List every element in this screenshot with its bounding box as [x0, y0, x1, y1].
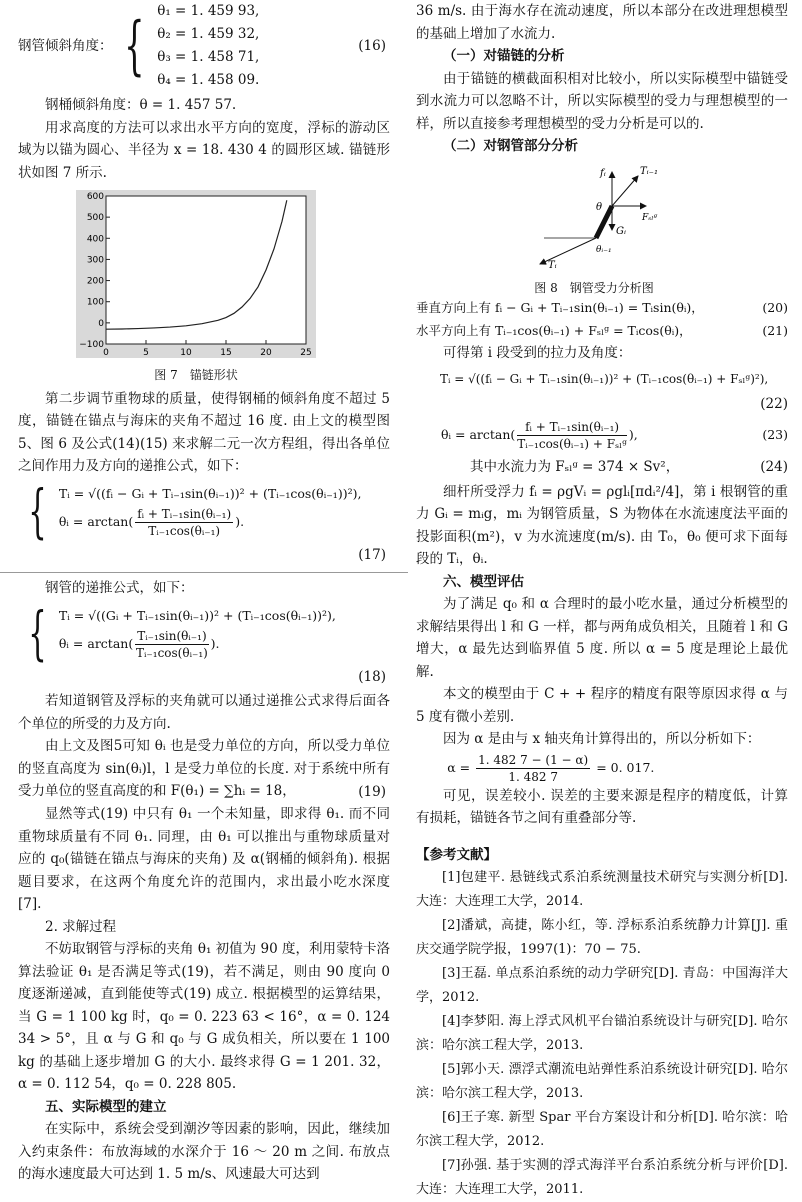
eq18-block [18, 600, 390, 666]
eq17-block [18, 478, 390, 544]
eq-rhs: = 0. 017. [596, 759, 655, 775]
y-tick-label: 100 [86, 297, 104, 308]
force-diagram [534, 160, 674, 272]
eq18-T: Tᵢ = √((Gᵢ + Tᵢ₋₁sin(θᵢ₋₁))² + (Tᵢ₋₁cos(θᵢ₋₁))²), [58, 608, 336, 623]
eq-number: (23) [762, 427, 788, 443]
eq-lhs: θᵢ = arctan( [58, 514, 134, 529]
eq-lhs: α = [447, 759, 471, 775]
eq-body: 水平方向上有 Tᵢ₋₁cos(θᵢ₋₁) + Fₛₗᵍ = Tᵢcos(θᵢ)， [416, 322, 692, 338]
eq20 [416, 297, 788, 320]
left-column [18, 0, 390, 1186]
eq-number: (16) [358, 37, 386, 54]
eq19-paragraph [18, 735, 390, 803]
subsection-heading: （一）对锚链的分析 [443, 48, 565, 64]
eq-number: (22) [760, 395, 788, 412]
numerator: Tᵢ₋₁sin(θᵢ₋₁) [137, 629, 207, 643]
y-tick-label: 200 [86, 276, 104, 287]
x-tick-label: 10 [180, 348, 192, 358]
references-list [416, 866, 788, 1202]
eq-body: 垂直方向上有 fᵢ − Gᵢ + Tᵢ₋₁sin(θᵢ₋₁) = Tᵢsin(θᵢ)， [416, 300, 704, 315]
reference-item: [5]郭小天. 漂浮式潮流电站弹性系泊系统设计研究[D]. 哈尔滨：哈尔滨工程大学，2013. [416, 1062, 788, 1101]
theta-values [157, 0, 358, 92]
reference-item: [1]包建平. 悬链线式系泊系统测量技术研究与实测分析[D]. 大连：大连理工大学，2014. [416, 870, 788, 909]
numerator: fᵢ + Tᵢ₋₁sin(θᵢ₋₁) [517, 419, 627, 436]
eq-body [416, 419, 744, 452]
fraction [517, 419, 627, 452]
subheading: 2. 求解过程 [45, 918, 117, 935]
y-tick-label: 300 [86, 255, 104, 266]
reference-item: [7]孙强. 基于实测的浮式海洋平台系泊系统分析与评价[D]. 大连：大连理工大学，2011. [416, 1158, 788, 1197]
numerator: 1. 482 7 − (1 − α) [478, 752, 589, 767]
x-tick-label: 15 [220, 348, 232, 358]
eq24 [416, 456, 788, 479]
eq-number: (17) [358, 546, 386, 563]
eq21 [416, 320, 788, 343]
fraction [476, 752, 590, 785]
eq17-theta [59, 506, 390, 539]
eq-rhs: ). [210, 636, 220, 651]
paragraph: 钢管的递推公式，如下： [45, 580, 194, 596]
paragraph: 用求高度的方法可以求出水平方向的宽度，浮标的游动区域为以锚为圆心、半径为 x = 18. 430 4 的圆形区域. 锚链形状如图 7 所示. [18, 119, 390, 181]
x-tick-label: 5 [143, 348, 149, 358]
paragraph: 可见，误差较小. 误差的主要来源是程序的精度低，计算有损耗，锚链各节之间有重叠部分等. [416, 787, 788, 826]
references-title: 【参考文献】 [416, 846, 497, 863]
eq-number: (19) [358, 783, 386, 800]
theta-value: θ₃ = 1. 458 71, [157, 49, 260, 65]
eq22: Tᵢ = √((fᵢ − Gᵢ + Tᵢ₋₁sin(θᵢ₋₁))² + (Tᵢ₋₁cos(θᵢ₋₁) + Fₛₗᵍ)²), [440, 371, 769, 386]
theta-value: θ₁ = 1. 459 93, [157, 3, 260, 19]
section-heading: 六、模型评估 [443, 573, 524, 590]
paragraph: 第二步调节重物球的质量，使得钢桶的倾斜角度不超过 5 度，锚链在锚点与海床的夹角不超过 16 度. 由上文的模型图 5、图 6 及公式(14)(15) 来求解二元一次方程组，得出各单位之间作用力及方向的递推公式，如下： [18, 390, 390, 474]
figure-7 [76, 190, 316, 384]
label-theta-prev: θᵢ₋₁ [596, 244, 612, 255]
eq-number: (24) [760, 459, 788, 475]
eq-number: (20) [762, 300, 788, 315]
paragraph: 不妨取钢管与浮标的夹角 θ₁ 初值为 90 度，利用蒙特卡洛算法验证 θ₁ 是否满足等式(19)，若不满足，则由 90 度向 0 度逐渐递减，直到能使等式(19) 成立. 根据模型的运算结果，当 G = 1 100 kg 时，q₀ = 0. 223 63 < 16°，α = 0. 124 34 > 5°，且 α 与 G 和 q₀ 与 G 成负相关，所以要在 1 100 kg 的基础上逐步增加 G 的大小. 最终求得 G = 1 201. 32，α = 0. 112 54，q₀ = 0. 228 805. [18, 941, 390, 1092]
reference-item: [3]王磊. 单点系泊系统的动力学研究[D]. 青岛：中国海洋大学，2012. [416, 966, 788, 1005]
figure-8 [534, 160, 674, 298]
fraction [135, 628, 208, 661]
x-tick-label: 25 [300, 348, 312, 358]
paragraph: 在实际中，系统会受到潮汐等因素的影响，因此，继续加入约束条件：布放海域的水深介于 16 ～ 20 m 之间. 布放点的海水速度最大可达到 1. 5 m/s、风速最大可达到 [18, 1121, 390, 1182]
eq-number: (21) [762, 322, 788, 338]
denominator: Tᵢ₋₁cos(θᵢ₋₁) [136, 646, 208, 660]
eq17-T: Tᵢ = √((fᵢ − Gᵢ + Tᵢ₋₁sin(θᵢ₋₁))² + (Tᵢ₋₁cos(θᵢ₋₁))²), [58, 486, 362, 501]
paragraph: 由于锚链的横截面积相对比较小，所以实际模型中锚链受到水流力可以忽略不计，所以实际模型的受力与理想模型的一样，所以直接参考理想模型的受力分析是可以的. [416, 70, 788, 132]
y-tick-label: 600 [86, 192, 104, 202]
label-F: Fₛₗᵍ [642, 212, 658, 223]
eq-number: (18) [358, 668, 386, 685]
label-f: fᵢ [600, 167, 606, 179]
paragraph: 本文的模型由于 C + + 程序的精度有限等原因求得 α 与 5 度有微小差别. [416, 686, 788, 725]
theta-value: θ₄ = 1. 458 09. [157, 72, 260, 88]
eq16-label: 钢管倾斜角度： [18, 37, 113, 54]
divider [0, 572, 408, 573]
numerator: fᵢ + Tᵢ₋₁sin(θᵢ₋₁) [137, 507, 232, 521]
label-T-prev: Tᵢ₋₁ [640, 165, 658, 177]
left-brace: { [28, 598, 47, 667]
eq-lhs: θᵢ = arctan( [58, 636, 134, 651]
y-tick-label: −100 [79, 340, 104, 350]
subsection-heading: （二）对钢管部分分析 [443, 138, 578, 154]
error-equation [416, 751, 788, 785]
paragraph: 可得第 i 段受到的拉力及角度： [443, 345, 632, 361]
y-tick-label: 0 [98, 318, 104, 329]
x-tick-label: 20 [260, 348, 272, 358]
x-tick-label: 0 [103, 348, 109, 358]
denominator: Tᵢ₋₁cos(θᵢ₋₁) + Fₛₗᵍ [517, 437, 627, 451]
right-column [416, 0, 788, 1202]
figure-caption: 图 8 钢管受力分析图 [534, 281, 654, 295]
y-tick-label: 500 [86, 213, 104, 224]
paragraph: 因为 α 是由与 x 轴夹角计算得出的，所以分析如下： [443, 731, 761, 747]
eq-body: 其中水流力为 Fₛₗᵍ = 374 × Sv²， [470, 459, 680, 475]
paragraph: 由上文及图5可知 θᵢ 也是受力单位的方向，所以受力单位的竖直高度为 sin(θᵢ)l，l 是受力单位的长度. 对于系统中所有受力单位的竖直高度的和 F(θ₁) = ∑hᵢ = 18， [18, 738, 390, 799]
reference-item: [6]王子寒. 新型 Spar 平台方案设计和分析[D]. 哈尔滨：哈尔滨工程大学，2012. [416, 1110, 788, 1149]
section-heading: 五、实际模型的建立 [45, 1098, 167, 1115]
reference-item: [2]潘斌，高捷，陈小红，等. 浮标系泊系统静力计算[J]. 重庆交通学院学报，1997(1)：70 − 75. [416, 918, 788, 957]
paragraph: 36 m/s. 由于海水存在流动速度，所以本部分在改进理想模型的基础上增加了水流力. [416, 3, 788, 42]
chain-shape-chart [76, 190, 316, 358]
eq23 [416, 419, 788, 452]
label-G: Gᵢ [616, 225, 626, 237]
bucket-angle: 钢桶倾斜角度：θ = 1. 457 57. [45, 97, 237, 113]
fraction [135, 506, 233, 539]
paragraph: 显然等式(19) 中只有 θ₁ 一个未知量，即求得 θ₁. 而不同重物球质量有不同 θ₁. 同理，由 θ₁ 可以推出与重物球质量对应的 q₀(锚链在锚点与海床的夹角) 及 α(钢桶的倾斜角). 根据题目要求，在这两个角度允许的范围内，求出最小吃水深度[7]. [18, 806, 390, 912]
reference-item: [4]李梦阳. 海上浮式风机平台锚泊系统设计与研究[D]. 哈尔滨：哈尔滨工程大学，2013. [416, 1014, 788, 1053]
left-brace: { [123, 9, 145, 83]
label-theta: θ [596, 201, 603, 213]
denominator: Tᵢ₋₁cos(θᵢ₋₁) [148, 524, 221, 538]
label-T: Tᵢ [548, 259, 557, 271]
theta-value: θ₂ = 1. 459 32, [157, 26, 260, 42]
paragraph: 为了满足 q₀ 和 α 合理时的最小吃水量，通过分析模型的求解结果得出 l 和 G 一样，都与两角成负相关，且随着 l 和 G 增大，α 最先达到临界值 5 度. 所以 α = 5 度是理论上最优解. [416, 596, 788, 680]
eq-lhs: θᵢ = arctan( [441, 427, 516, 442]
eq18-theta [59, 628, 390, 661]
left-brace: { [28, 476, 47, 545]
eq16-block [18, 0, 390, 92]
paragraph: 细杆所受浮力 fᵢ = ρgVᵢ = ρglᵢ[πdᵢ²/4]，第 i 根钢管的重力 Gᵢ = mᵢg，mᵢ 为钢管质量，S 为物体在水流速度法平面的投影面积(m²)，v 为水流速度(m/s). 由 T₀，θ₀ 便可求下面每段的 Tᵢ，θᵢ. [416, 483, 788, 567]
figure-caption: 图 7 锚链形状 [154, 367, 238, 382]
paragraph: 若知道钢管及浮标的夹角就可以通过递推公式求得后面各个单位的所受的力及方向. [18, 693, 390, 732]
eq-rhs: ). [235, 514, 245, 529]
denominator: 1. 482 7 [508, 769, 558, 784]
eq-rhs: ), [628, 427, 638, 442]
y-tick-label: 400 [86, 234, 104, 245]
